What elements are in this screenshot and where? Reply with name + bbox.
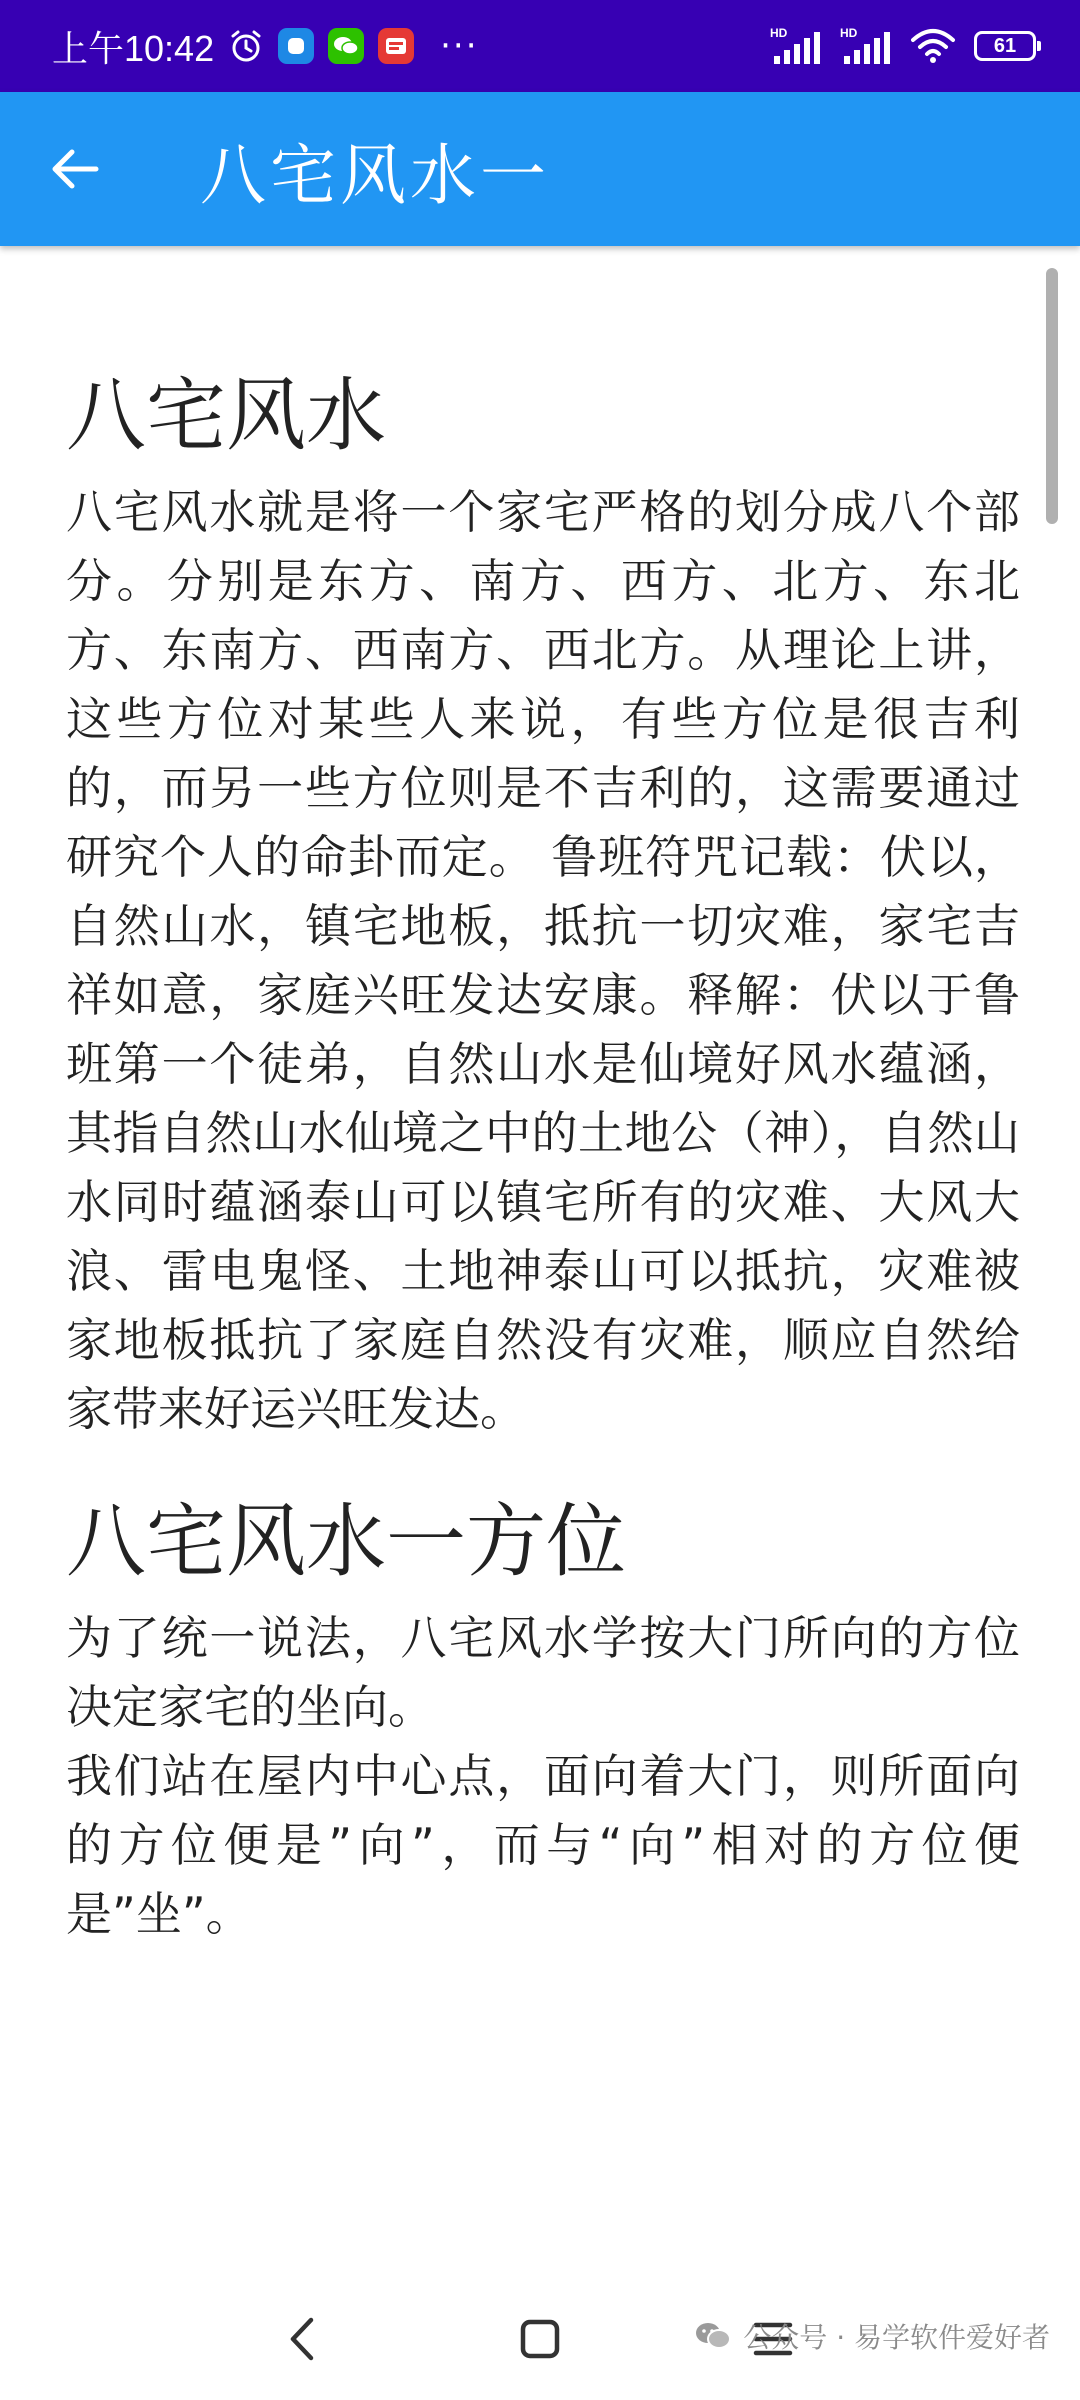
watermark: [693, 2316, 1050, 2356]
paragraph: 为了统一说法，八宅风水学按大门所向的方位决定家宅的坐向。: [66, 1611, 1020, 1734]
status-left: [52, 21, 770, 72]
news-app-icon: [378, 28, 414, 64]
paragraph: 我们站在屋内中心点，面向着大门，则所面向的方位便是”向”，而与“向”相对的方位便是”坐”。: [66, 1749, 1020, 1941]
back-button[interactable]: [0, 92, 150, 246]
section-title: 八宅风水: [66, 369, 386, 462]
nav-home-button[interactable]: [505, 2304, 575, 2374]
scrollbar[interactable]: [1046, 268, 1058, 524]
square-icon: [517, 2316, 563, 2362]
app-notification-icon: [278, 28, 314, 64]
status-right: [770, 26, 1036, 66]
wifi-icon: [910, 28, 956, 64]
page-title: 八宅风水一: [200, 136, 550, 214]
chevron-left-icon: [283, 2314, 323, 2364]
alarm-clock-icon: [228, 28, 264, 64]
section-title: 八宅风水一方位: [66, 1495, 626, 1588]
signal-icon: [770, 26, 822, 66]
wechat-icon: [328, 28, 364, 64]
status-bar: [0, 0, 1080, 92]
article-content[interactable]: [0, 246, 1080, 2276]
svg-text:HD: HD: [840, 26, 858, 40]
svg-text:HD: HD: [770, 26, 788, 40]
app-bar: [0, 92, 1080, 246]
signal-icon-2: [840, 26, 892, 66]
status-time: 上午10:42: [52, 27, 215, 69]
arrow-left-icon: [50, 147, 100, 191]
nav-back-button[interactable]: [268, 2304, 338, 2374]
watermark-text: 公众号 · 易学软件爱好者: [743, 2321, 1050, 2354]
battery-icon: 61: [974, 31, 1036, 61]
paragraph: 八宅风水就是将一个家宅严格的划分成八个部分。分别是东方、南方、西方、北方、东北方、东南方、西南方、西北方。从理论上讲，这些方位对某些人来说，有些方位是很吉利的，而另一些方位则是不吉利的，这需要通过研究个人的命卦而定。 鲁班符咒记载：伏以，自然山水，镇宅地板，抵抗一切灾难，家宅吉祥如意，家庭兴旺发达安康。释解：伏以于鲁班第一个徒弟，自然山水是仙境好风水蕴涵，其指自然山水仙境之中的土地公（神），自然山水同时蕴涵泰山可以镇宅所有的灾难、大风大浪、雷电鬼怪、土地神泰山可以抵抗，灾难被家地板抵抗了家庭自然没有灾难，顺应自然给家带来好运兴旺发达。: [66, 485, 1020, 1436]
more-notifications-icon: ···: [440, 26, 479, 66]
wechat-logo-icon: [693, 2319, 733, 2353]
